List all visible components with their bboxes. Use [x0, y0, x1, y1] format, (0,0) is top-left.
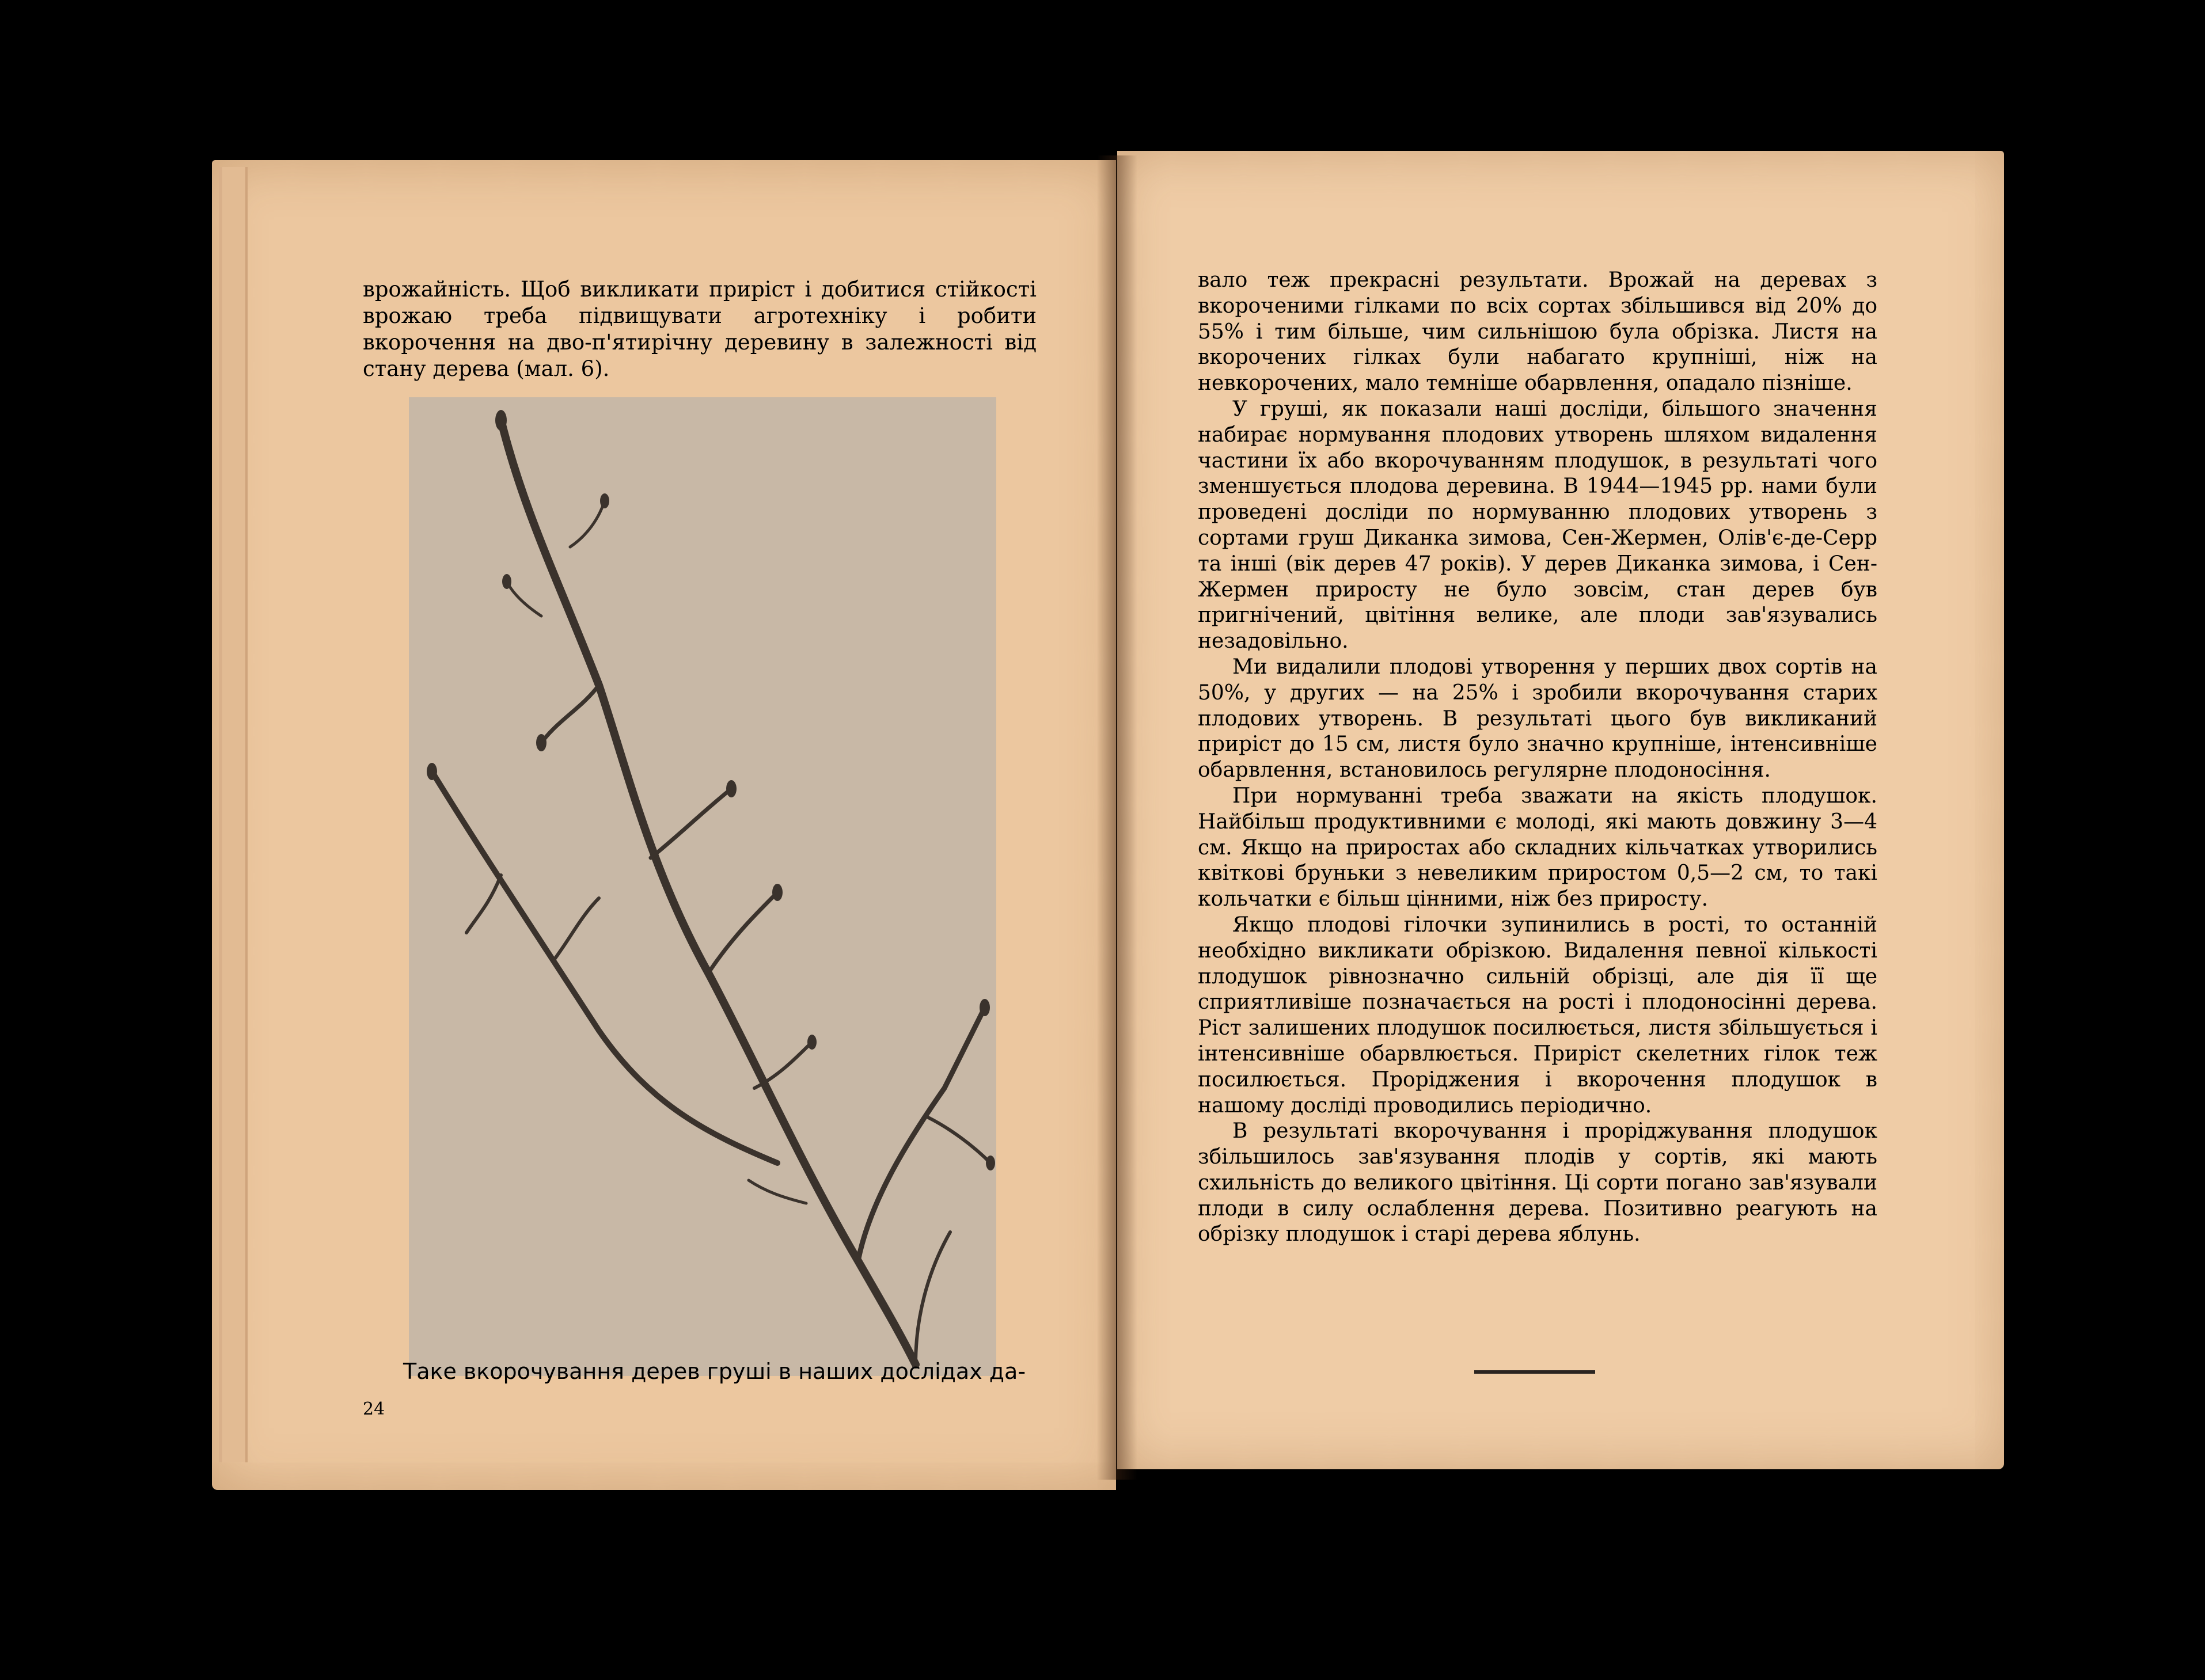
- paragraph: В результаті вкорочування і проріджування плодушок збільшилось зав'язування плодів у сортів, які мають схильність до великого цвітіння. Ці сорти погано зав'язували плоди в силу ослаблення дерева. Позитивно реагують на обрізку плодушок і старі дерева яблунь.: [1198, 1119, 1877, 1246]
- pear-branch-photo: [409, 397, 996, 1376]
- paragraph: При нормуванні треба зважати на якість плодушок. Найбільш продуктивними є молоді, які мають довжину 3—4 см. Якщо на приростах або складних кільчатках утворились квіткові бруньки з невеликим приростом 0,5—2 см, то такі кольчатки є більш цінними, ніж без приросту.: [1198, 784, 1877, 911]
- paragraph: вало теж прекрасні результати. Врожай на деревах з вкороченими гілками по всіх сортах збільшився від 20% до 55% і тим більше, чим сильнішою була обрізка. Листя на вкорочених гілках були набагато крупніші, ніж на невкорочених, мало темніше обарвлення, опадало пізніше.: [1198, 268, 1877, 396]
- page-number: 24: [363, 1399, 385, 1419]
- figure-caption: Таке вкорочування дерев груші в наших дослідах да-: [403, 1359, 1026, 1384]
- paragraph: Якщо плодові гілочки зупинились в рості, то останній необхідно викликати обрізкою. Видалення певної кількості плодушок рівнозначно сильній обрізці, але дія її ще сприятливіше позначається на рості і плодоносінні дерева. Ріст залишених плодушок посилюється, листя збільшується і інтенсивніше обарвлюється. Приріст скелетних гілок теж посилюється. Проріджения і вкорочення плодушок в нашому досліді проводились періодично.: [1198, 913, 1877, 1118]
- end-rule: [1474, 1370, 1595, 1374]
- left-paragraph: врожайність. Щоб викликати приріст і добитися стійкості врожаю треба підвищувати агротехніку і робити вкорочення на дво-п'ятирічну деревину в залежності від стану дерева (мал. 6).: [363, 277, 1037, 381]
- paragraph: Ми видалили плодові утворення у перших двох сортів на 50%, у других — на 25% і зробили вкорочування старих плодових утворень. В результаті цього був викликаний приріст до 15 см, листя було значно крупніше, інтенсивніше обарвлення, встановилось регулярне плодоносіння.: [1198, 655, 1877, 782]
- paragraph: У груші, як показали наші досліди, більшого значення набирає нормування плодових утворень шляхом видалення частини їх або вкорочуванням плодушок, в результаті чого зменшується плодова деревина. В 1944—1945 рр. нами були проведені досліди по нормуванню плодових утворень з сортами груш Диканка зимова, Сен-Жермен, Олів'є-де-Серр та інші (вік дерев 47 років). У дерев Диканка зимова, і Сен-Жермен приросту не було зовсім, стан дерев був пригнічений, цвітіння велике, але плоди зав'язувались незадовільно.: [1198, 397, 1877, 653]
- book-gutter: [1097, 155, 1137, 1480]
- page-edges: [219, 167, 248, 1462]
- right-text: [1198, 268, 1877, 1248]
